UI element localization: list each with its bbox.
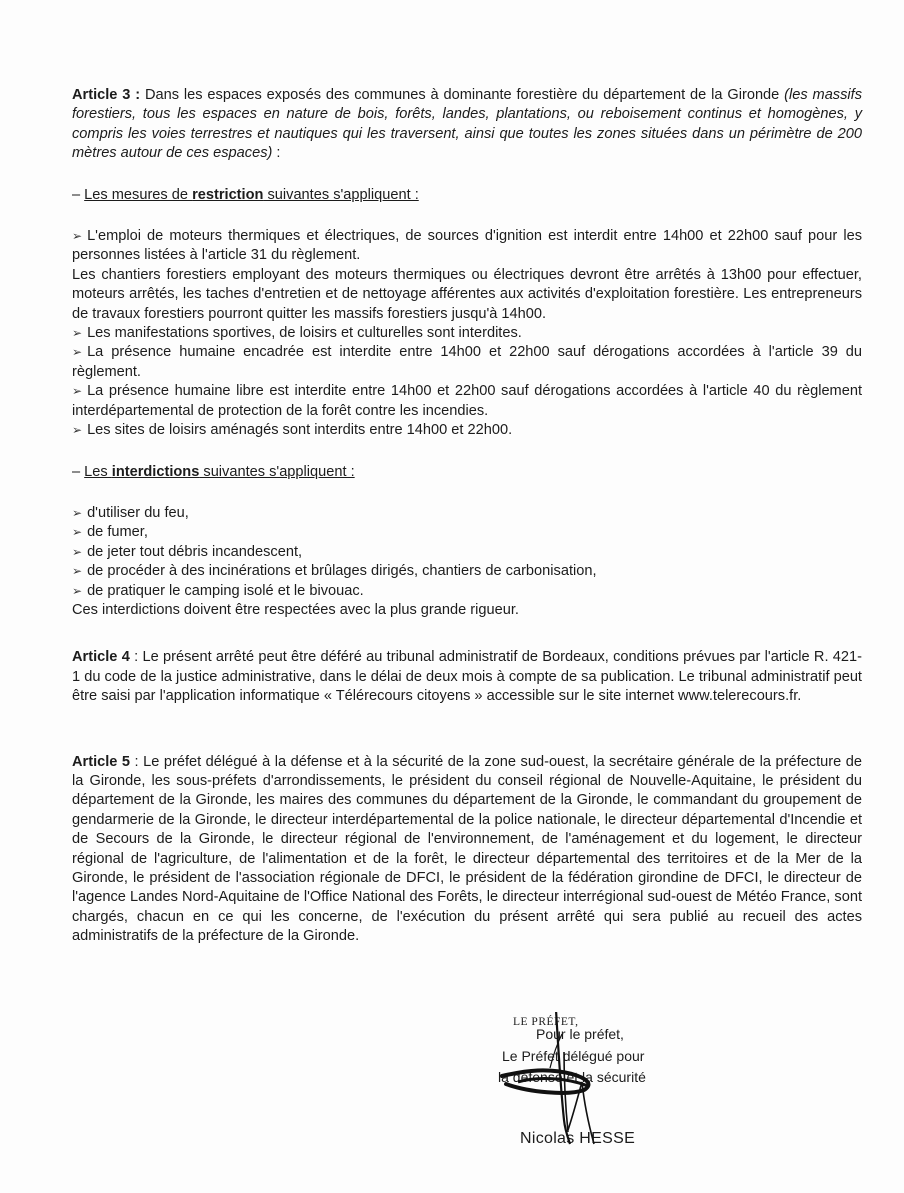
interdiction-item: ➢ de procéder à des incinérations et brûlages dirigés, chantiers de carbonisation,	[72, 562, 862, 581]
article-4-label: Article 4	[72, 649, 130, 666]
interdiction-item: ➢ de pratiquer le camping isolé et le bivouac.	[72, 582, 862, 601]
restriction-item: ➢ La présence humaine encadrée est interdite entre 14h00 et 22h00 sauf dérogations accordées à l'article 39 du règlement.	[72, 343, 862, 382]
interdiction-heading	[72, 463, 862, 482]
restriction-heading-a: Les mesures de	[84, 186, 193, 203]
signatory-name: Nicolas HESSE	[520, 1130, 636, 1147]
interdiction-item: ➢ de jeter tout débris incandescent,	[72, 543, 862, 562]
restriction-item: ➢ Les manifestations sportives, de loisirs et culturelles sont interdites.	[72, 324, 862, 343]
restriction-heading	[72, 186, 862, 205]
article-3-text: Dans les espaces exposés des communes à dominante forestière du département de la Gironde	[140, 87, 785, 103]
interdiction-item: ➢ de fumer,	[72, 523, 862, 542]
document-page	[72, 86, 862, 947]
signature-stamp: LE PRÉFET,	[513, 1016, 579, 1028]
interdiction-heading-a: Les	[84, 463, 112, 480]
article-4-text: : Le présent arrêté peut être déféré au tribunal administratif de Bordeaux, conditions prévues par l'article R. 421-1 du code de la justice administrative, dans le délai de deux mois à compte de sa publication. Le tribunal administratif peut être saisi par l'application informatique « Télérecours citoyens » accessible sur le site internet www.telerecours.fr.	[72, 649, 863, 705]
article-5	[72, 753, 862, 947]
signature-block	[498, 1012, 738, 1162]
restriction-item-detail: Les chantiers forestiers employant des moteurs thermiques ou électriques devront être arrêtés à 13h00 pour effectuer, moteurs arrêtés, les taches d'entretien et de nettoyage afférentes aux activités d'exploitation forestière. Les entrepreneurs de travaux forestiers pourront quitter les massifs forestiers jusqu'à 14h00.	[72, 266, 862, 322]
article-3-label: Article 3 :	[72, 87, 141, 103]
article-3-intro	[72, 86, 862, 164]
signature-line-3: la défense et la sécurité	[498, 1069, 646, 1085]
interdiction-item: ➢ d'utiliser du feu,	[72, 504, 862, 523]
restriction-heading-c: suivantes s'appliquent :	[263, 186, 419, 203]
article-4	[72, 648, 862, 706]
interdiction-heading-b: interdictions	[111, 463, 200, 480]
restriction-item: ➢ La présence humaine libre est interdite entre 14h00 et 22h00 sauf dérogations accordées à l'article 40 du règlement interdépartemental de protection de la forêt contre les incendies.	[72, 382, 862, 421]
interdiction-note: Ces interdictions doivent être respectées avec la plus grande rigueur.	[72, 601, 519, 618]
article-5-label: Article 5	[72, 753, 131, 770]
restriction-item: ➢ L'emploi de moteurs thermiques et électriques, de sources d'ignition est interdit entre 14h00 et 22h00 sauf pour les personnes listées à l'article 31 du règlement.	[72, 227, 862, 266]
article-3-colon: :	[272, 145, 281, 162]
interdiction-dash: –	[72, 463, 85, 480]
interdiction-heading-c: suivantes s'appliquent :	[199, 463, 355, 480]
restriction-item: ➢ Les sites de loisirs aménagés sont interdits entre 14h00 et 22h00.	[72, 421, 862, 440]
article-3-scope: (les massifs forestiers, tous les espaces en nature de bois, forêts, landes, plantations, ou reboisement continus et homogènes, y compris les voies terrestres et nautiques qui les traversent, ainsi que toutes les zones situées dans un périmètre de 200 mètres autour de ces espaces)	[72, 87, 862, 162]
handwritten-signature-icon	[498, 1012, 738, 1162]
article-5-text: : Le préfet délégué à la défense et à la sécurité de la zone sud-ouest, la secrétaire générale de la préfecture de la Gironde, les sous-préfets d'arrondissements, le président du conseil régional de Nouvelle-Aquitaine, le président du département de la Gironde, les maires des communes du département de la Gironde, le commandant du groupement de gendarmerie de la Gironde, le directeur interdépartemental de la police nationale, le directeur départemental d'Incendie et de Secours de la Gironde, le directeur régional de l'environnement, de l'aménagement et du logement, le directeur régional de l'agriculture, de l'alimentation et de la forêt, le directeur départemental des territoires et de la Mer de la Gironde, le président de l'association régionale de DFCI, le président de la fédération girondine de DFCI, le directeur de l'agence Landes Nord-Aquitaine de l'Office National des Forêts, le directeur interrégional sud-ouest de Météo France, sont chargés, chacun en ce qui les concerne, de l'exécution du présent arrêté qui sera publié au recueil des actes administratifs de la préfecture de la Gironde.	[72, 753, 862, 945]
restriction-dash: –	[72, 186, 85, 203]
restriction-heading-b: restriction	[192, 186, 264, 203]
signature-line-2: Le Préfet délégué pour	[502, 1048, 645, 1064]
signature-line-1: Pour le préfet,	[536, 1026, 624, 1042]
